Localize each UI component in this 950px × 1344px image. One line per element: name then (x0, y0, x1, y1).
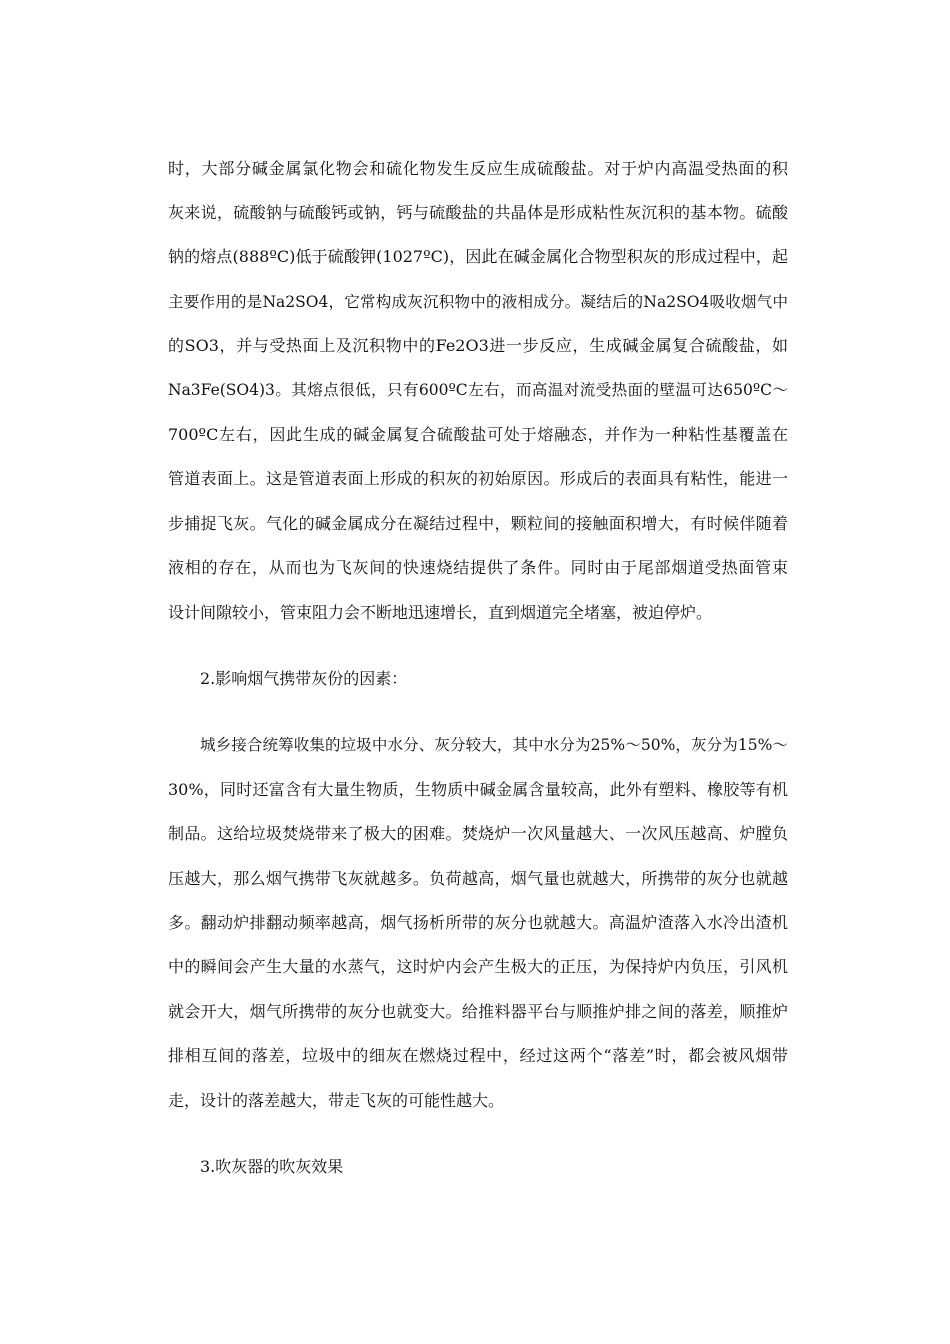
paragraph1-line: 灰来说，硫酸钠与硫酸钙或钠，钙与硫酸盐的共晶体是形成粘性灰沉积的基本物。硫酸 (168, 203, 788, 222)
paragraph2-line: 城乡接合统筹收集的垃圾中水分、灰分较大，其中水分为25%～50%，灰分为15%～ (200, 736, 788, 754)
paragraph2-line: 多。翻动炉排翻动频率越高，烟气扬析所带的灰分也就越大。高温炉渣落入水冷出渣机 (168, 913, 788, 932)
paragraph2-line: 走，设计的落差越大，带走飞灰的可能性越大。 (168, 1091, 505, 1110)
paragraph2-line: 压越大，那么烟气携带飞灰就越多。负荷越高，烟气量也就越大，所携带的灰分也就越 (168, 869, 788, 888)
paragraph1-line: 钠的熔点(888ºC)低于硫酸钾(1027ºC)，因此在碱金属化合物型积灰的形成过程中，起 (168, 247, 788, 266)
paragraph1-line: 的SO3，并与受热面上及沉积物中的Fe2O3进一步反应，生成碱金属复合硫酸盐，如 (168, 336, 788, 355)
paragraph2-line: 制品。这给垃圾焚烧带来了极大的困难。焚烧炉一次风量越大、一次风压越高、炉膛负 (168, 824, 788, 843)
paragraph2-line: 30%，同时还富含有大量生物质，生物质中碱金属含量较高，此外有塑料、橡胶等有机 (168, 780, 788, 799)
paragraph2-line: 排相互间的落差，垃圾中的细灰在燃烧过程中，经过这两个“落差”时，都会被风烟带 (168, 1046, 788, 1065)
paragraph2-line: 中的瞬间会产生大量的水蒸气，这时炉内会产生极大的正压，为保持炉内负压，引风机 (168, 957, 788, 976)
paragraph2-line: 就会开大，烟气所携带的灰分也就变大。给推料器平台与顺推炉排之间的落差，顺推炉 (168, 1002, 788, 1021)
section-heading-3: 3.吹灰器的吹灰效果 (200, 1157, 344, 1176)
section-heading-2: 2.影响烟气携带灰份的因素： (200, 669, 408, 688)
paragraph1-line: 步捕捉飞灰。气化的碱金属成分在凝结过程中，颗粒间的接触面积增大，有时候伴随着 (168, 514, 788, 533)
paragraph1-line: 管道表面上。这是管道表面上形成的积灰的初始原因。形成后的表面具有粘性，能进一 (168, 469, 788, 488)
paragraph1-line: 时，大部分碱金属氯化物会和硫化物发生反应生成硫酸盐。对于炉内高温受热面的积 (168, 159, 788, 178)
paragraph1-line: 主要作用的是Na2SO4，它常构成灰沉积物中的液相成分。凝结后的Na2SO4吸收烟气中 (168, 293, 788, 311)
paragraph1-line: 设计间隙较小，管束阻力会不断地迅速增长，直到烟道完全堵塞，被迫停炉。 (168, 603, 713, 622)
paragraph1-line: Na3Fe(SO4)3。其熔点很低，只有600ºC左右，而高温对流受热面的壁温可达650ºC～ (168, 381, 788, 399)
paragraph1-line: 700ºC左右，因此生成的碱金属复合硫酸盐可处于熔融态，并作为一种粘性基覆盖在 (168, 425, 788, 444)
paragraph1-line: 液相的存在，从而也为飞灰间的快速烧结提供了条件。同时由于尾部烟道受热面管束 (168, 558, 788, 577)
